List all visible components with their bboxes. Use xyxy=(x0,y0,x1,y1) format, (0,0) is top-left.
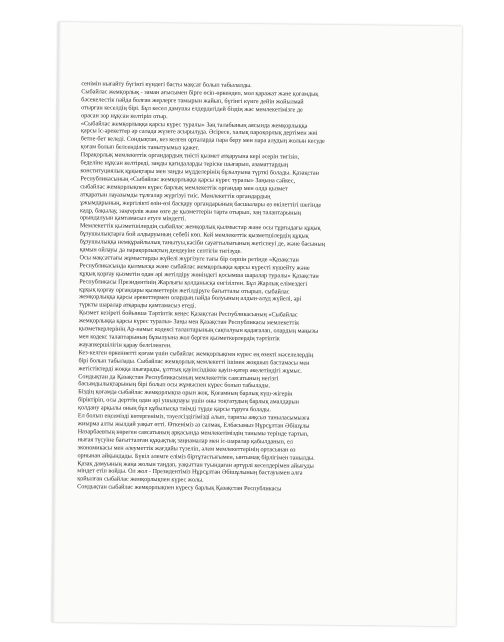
text-line: беделіне нұқсан келтіреді, заңды қағидаларды терiске шығарып, азаматтардың xyxy=(80,159,289,169)
text-line: бәсекелестік пайда болған жерлерге тамырын жайып, бүгінгі күнге дейін жойылмай xyxy=(81,96,304,106)
text-line: бірі болып табылады. Сыбайлас жемқорлық мемлекетті ішінен жоқшып бастамасы мен xyxy=(78,356,310,367)
text-line: қойылған сыбайлас жемқорлықпен күрес жолы. xyxy=(77,475,204,484)
text-line: сенімін нығайту бүгінгі күндегі басты мақсат болып табылалды. xyxy=(81,80,252,90)
text-line: қоғам болып белсенділік танытуымыз қажет. xyxy=(80,143,200,152)
text-line: Назарбаевтың көреген саясатының арқасында мемлекетіміздің танымы терiнде тартып, xyxy=(77,428,309,438)
text-line: бетпе-бет келеді. Сондықтан, кез келген орталарда пара беру мен пара алудың жолын кесуде xyxy=(80,135,325,146)
text-line: жетістіктерді жоққа шығарады, ұлттық қауіпсіздікке қауіп-қатер әкелетіндігі жұмыс. xyxy=(78,364,303,375)
text-line: отырған кеселдің бірі. Бұл кесел дамушы елдердегідей біздің жас мемлекетімізге де xyxy=(81,103,303,114)
text-line: Осы мақсаттағы жұмыстарды жүйелі жүргізуге тағы бір серпін ретінде «Қазақстан xyxy=(79,254,299,264)
text-line: қызметкерлерінің Ар-намыс кодексі талаптарының сақталуын қадағалап, олардың маңызы xyxy=(78,325,319,335)
document-body xyxy=(77,80,453,495)
text-line: жемқорлыққа қарсы күрес туралы» Заңы мен Қазақстан Республикасы мемлекеттік xyxy=(78,317,300,327)
text-line: Сондықтан сыбайлас жемқорлықпен күресу барлық Қазақстан Республикасы xyxy=(77,483,282,493)
text-line: біріктіріп, осы дерттің одан әрі ушықпауы үшін оны тоқтатудың барлық амалдарын xyxy=(78,396,300,406)
text-line: «Сыбайлас жемқорлыққа қарсы күрес туралы» Заң талабының аясында жемқорлыққа xyxy=(80,119,308,130)
text-line: сыбайлас жемқорлықпен күрес барлық мемлекеттік органдар мен олда қызмет xyxy=(80,183,288,193)
text-line: бұзушылыққа немқұрайлылық танытуы,кәсіби сауаттылығының жетіспеуі де, және басының xyxy=(79,238,326,248)
text-line: орнынан айқындады. Бүкіл әлемге еліміз біртұтастығымен, ынтымақ бірлігімен танылды. xyxy=(77,451,315,462)
text-line: бұзушылықтарға бой алдыруының себебі көп. Кей мемлекеттік қызметшілердің құқық xyxy=(79,230,309,240)
text-line: қолдану арқылы оның бұл құбылысқа тиімді түрде қарсы тұруға болады. xyxy=(77,404,271,414)
text-line: құқық қорғау қызметін одан әрі жетілдіру жөніндегі қосымша шаралар туралы» Қазақстан xyxy=(79,269,319,280)
sheet-edge xyxy=(52,22,61,622)
text-line: қамын ойлауы да парақорлықтың дендеуіне септігін тигізуде. xyxy=(79,246,242,255)
text-line: құқық қорғау органдары қызметтерін жетілдіруге бағытталы отырып, сыбайлас xyxy=(79,285,290,295)
text-line: Ел болып еңсемізді көтергеніміз, тәуелсіздігімізді алып, тарихы аяқсыз таныласымызға xyxy=(77,412,310,422)
text-line: нығая түсуіне бағытталған құқықтық заңнамалар мен іс-шаралар қабылданып, ел xyxy=(77,436,293,446)
text-line: Кез-келген өркениетті қоғам үшін сыбайлас жемқорлықпен күрес ең өзекті мәселелердің xyxy=(78,349,314,359)
text-line: орасан зор нұқсан келтіріп отыр. xyxy=(80,111,168,120)
text-line: Қызмет кезіреті бойынша Тәртіптік кеңес Қазақстан Республикасының «Сыбайлас xyxy=(78,309,298,319)
text-line: жиырма алты жылдай уақыт өтті. Өткеніміз аз салмақ, Елбасымыз Нұрсұлтан Әбішұлы xyxy=(77,420,310,430)
text-line: түркты шаралар атқарады қамтамасыз етеді. xyxy=(78,301,197,310)
text-line: Мемлекеттік қызметшілердің сыбайлас жемқорлық қылмыстар және осы тұрғыдағы құқық xyxy=(79,222,321,233)
text-line: мен кодекс талаптарының бұзылуына жол берген қызметкерлердің тәртіптік xyxy=(78,333,280,343)
text-line: жемқорлыққа қарсы әрекеттермен олардың пайда болуының алдын-алуд жүйелі, әрі xyxy=(79,293,302,304)
text-line: басымдылықтарының бірі болып осы жұмыспен күрес болып табылады. xyxy=(78,380,271,390)
text-line: экономикасы мен әлеуметтік жағдайы түзеліп, әлем мемлекеттерінің ортасынан өз xyxy=(77,443,296,454)
text-line: конституциялық құқықтары мен заңды мүдделерінің бұзылуына түрткі болады. Қазақстан xyxy=(80,167,319,177)
text-line: Қазақ дамуының жаңа жолын таңдап, уақыттан туындаған әртүрлі кеселдерімен айығуды xyxy=(77,459,314,470)
text-line: міндет етіп войды. Ол жол - Президентіміз Нұрсұлтан Әбішұлының бастауымен алға xyxy=(77,467,303,477)
text-line: Парақорлық мемлекеттік органдардың тиісті қызмет атқаруына кері әсерін тигізіп, xyxy=(80,151,300,161)
text-line: Республикасында қылмысқа және сыбайлас жемқорлыққа қарсы күресті күшейту және xyxy=(79,262,310,272)
text-line: Республикасының «Сыбайлас жемқорлыққа қарсы күрес туралы» Заңына сәйкес, xyxy=(80,175,296,185)
text-line: Біздің қоғамда сыбайлас жемқорлықпа орын жоқ. Қоғамның барлық күш-жігерін xyxy=(78,388,293,398)
text-line: атқаратын лауазымды тұлғалар жүргізуі тиіс. Мемлекеттік органдардың xyxy=(80,190,271,200)
text-line: қарсы іс-әрекеттер әр салада жүзеге асырылуда. Әсіресе, халық пароқорлық дертімен жиі xyxy=(80,127,318,138)
text-line: ұжымдарының, жергілікті өзін-өзі басқару органдарының басшылары өз өкілеттігі шегінде xyxy=(80,198,322,209)
text-line: орындалуын қамтамасыз етуге міндетті. xyxy=(79,214,187,223)
text-line: Сыбайлас жемқорлық - заман ағысымен бірге өсіп-өркендеп, мол қаражат және қоғамдық xyxy=(81,88,319,98)
text-line: Сондықтан да Қазақстан Республикасының мемлекеттік саясатының негізгі xyxy=(78,372,279,382)
text-line: кадр, бақылау, заңгерлік және өзге де қызметтерін тарта отырып, заң талаптарының xyxy=(79,206,302,217)
paper-sheet xyxy=(52,22,462,626)
text-line: Республикасы Президентінің Жарлығы қолданысқа енгізілген. Бұл Жарлық елімездегі xyxy=(79,277,308,288)
text-line: жауапкершілігін қарау белгіленген. xyxy=(78,341,172,350)
